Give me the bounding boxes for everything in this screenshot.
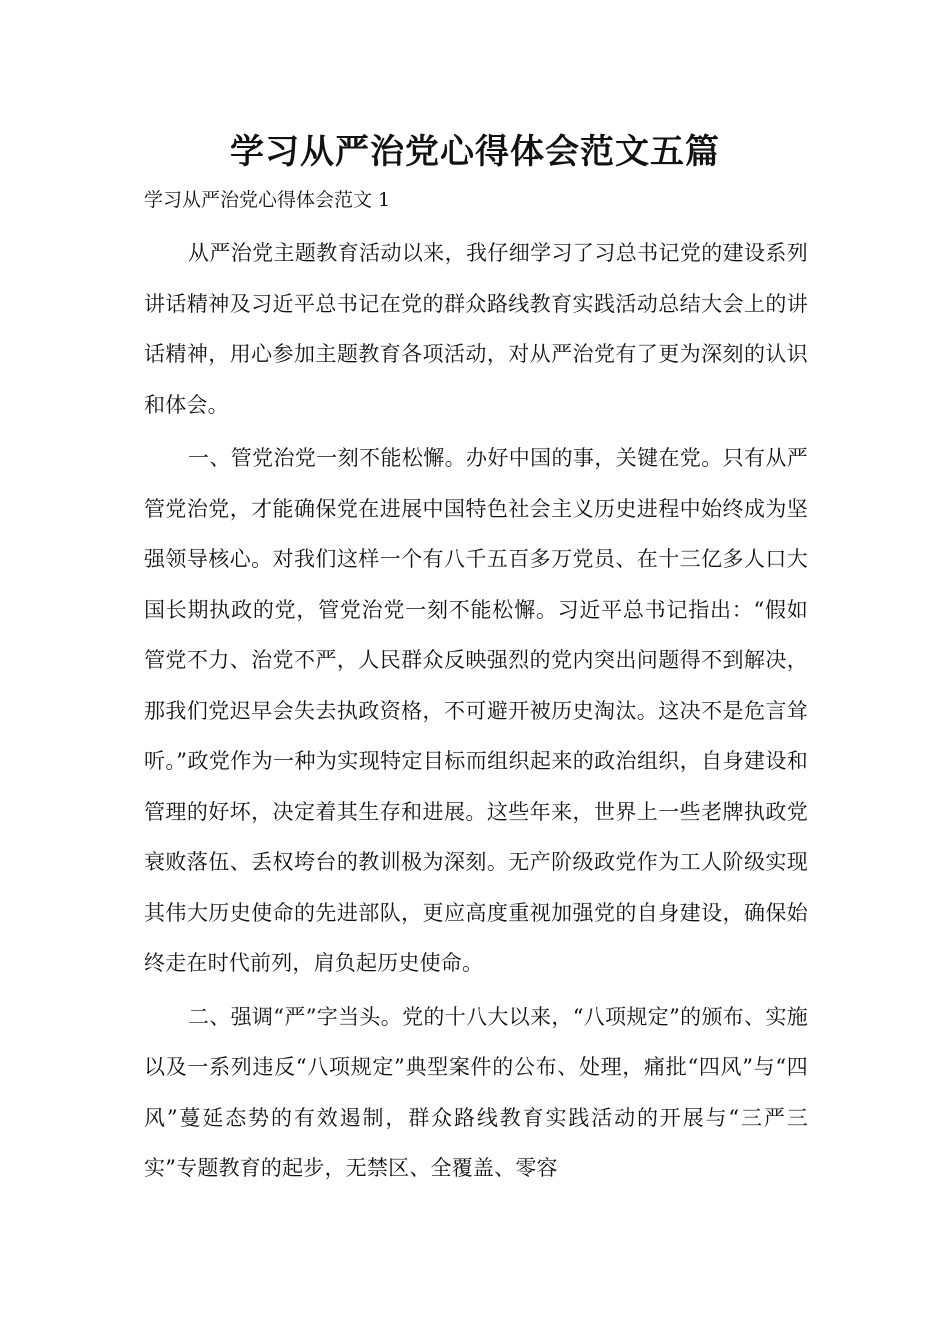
document-subtitle: 学习从严治党心得体会范文 1 — [144, 189, 391, 211]
document-title: 学习从严治党心得体会范文五篇 — [230, 132, 720, 172]
paragraph-section-two: 二、强调“严”字当头。党的十八大以来，“八项规定”的颁布、实施以及一系列违反“八项规定”典型案件的公布、处理，痛批“四风”与“四风”蔓延态势的有效遏制，群众路线教育实践活动的开展与“三严三实”专题教育的起步，无禁区、全覆盖、零容 — [144, 1004, 808, 1180]
paragraph-section-one: 一、管党治党一刻不能松懈。办好中国的事，关键在党。只有从严管党治党，才能确保党在进展中国特色社会主义历史进程中始终成为坚强领导核心。对我们这样一个有八千五百多万党员、在十三亿多人口大国长期执政的党，管党治党一刻不能松懈。习近平总书记指出：“假如管党不力、治党不严，人民群众反映强烈的党内突出问题得不到解决，那我们党迟早会失去执政资格，不可避开被历史淘汰。这决不是危言耸听。”政党作为一种为实现特定目标而组织起来的政治组织，自身建设和管理的好坏，决定着其生存和进展。这些年来，世界上一些老牌执政党衰败落伍、丢权垮台的教训极为深刻。无产阶级政党作为工人阶级实现其伟大历史使命的先进部队，更应高度重视加强党的自身建设，确保始终走在时代前列，肩负起历史使命。 — [144, 446, 808, 975]
paragraph-intro: 从严治党主题教育活动以来，我仔细学习了习总书记党的建设系列讲话精神及习近平总书记在党的群众路线教育实践活动总结大会上的讲话精神，用心参加主题教育各项活动，对从严治党有了更为深刻的认识和体会。 — [144, 241, 808, 417]
document-body — [144, 228, 808, 1194]
